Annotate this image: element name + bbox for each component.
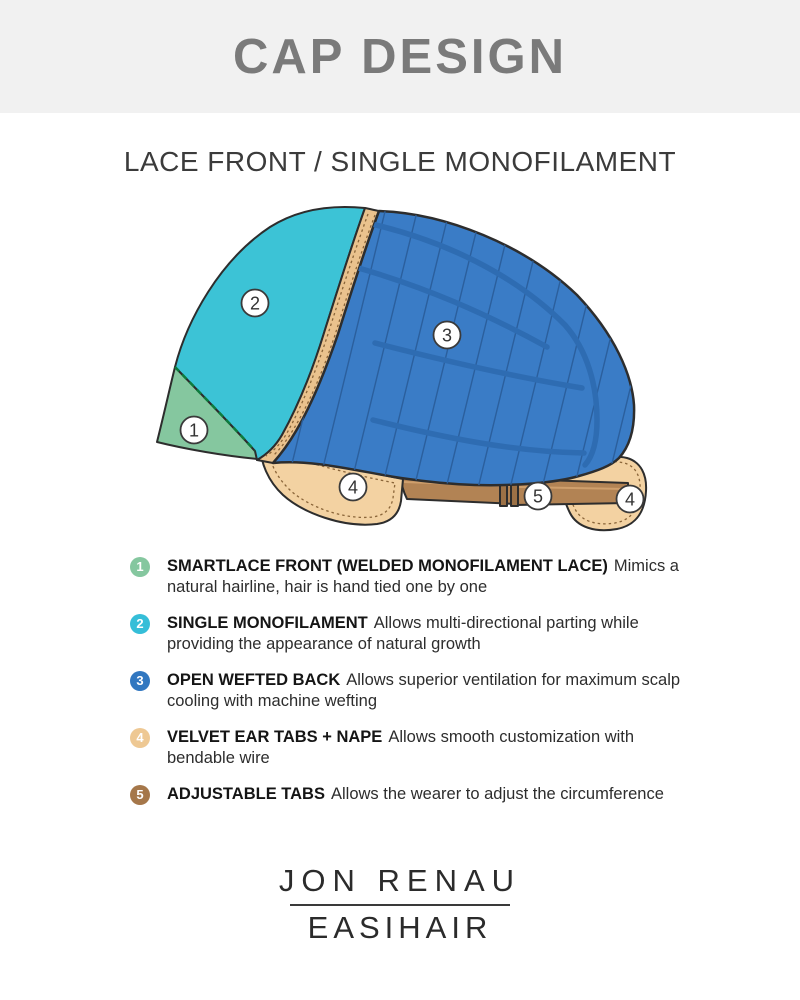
legend-list <box>130 556 690 820</box>
legend-item-description: Mimics a natural hairline, hair is hand tied one by one <box>167 557 679 596</box>
callout-2 <box>242 290 269 317</box>
page-title: CAP DESIGN <box>232 29 568 84</box>
diagram-subtitle: LACE FRONT / SINGLE MONOFILAMENT <box>123 146 677 177</box>
brand-name-top: JON RENAU <box>278 863 522 898</box>
legend-item-title: VELVET EAR TABS + NAPE <box>167 728 383 746</box>
legend-item-title: SMARTLACE FRONT (WELDED MONOFILAMENT LACE) <box>167 557 608 575</box>
legend-item-description: Allows the wearer to adjust the circumference <box>330 785 664 803</box>
legend-number-badge: 4 <box>130 728 150 748</box>
callout-1 <box>181 417 208 444</box>
callout-3 <box>434 322 461 349</box>
callout-4 <box>617 486 644 513</box>
legend-item <box>130 613 690 655</box>
callout-4 <box>340 474 367 501</box>
legend-text <box>167 784 682 805</box>
legend-number-badge: 2 <box>130 614 150 634</box>
svg-text:5: 5 <box>532 486 544 507</box>
legend-text <box>167 727 682 769</box>
cap-design-diagram <box>145 195 665 545</box>
brand-logo <box>0 863 800 946</box>
legend-text <box>167 556 682 598</box>
svg-text:3: 3 <box>441 325 453 346</box>
svg-text:1: 1 <box>188 420 200 441</box>
legend-item <box>130 784 690 805</box>
legend-item-title: OPEN WEFTED BACK <box>167 671 341 689</box>
legend-text <box>167 613 682 655</box>
legend-item <box>130 670 690 712</box>
legend-number-badge: 1 <box>130 557 150 577</box>
legend-number-badge: 3 <box>130 671 150 691</box>
legend-item-title: SINGLE MONOFILAMENT <box>167 614 368 632</box>
svg-text:4: 4 <box>347 477 359 498</box>
callout-5 <box>525 483 552 510</box>
legend-item <box>130 727 690 769</box>
legend-item-description: Allows superior ventilation for maximum scalp cooling with machine wefting <box>167 671 681 710</box>
legend-item-description: Allows multi-directional parting while providing the appearance of natural growth <box>167 614 639 653</box>
legend-item-description: Allows smooth customization with bendable wire <box>167 728 635 767</box>
brand-name-bottom: EASIHAIR <box>307 910 493 945</box>
svg-text:4: 4 <box>624 489 636 510</box>
brand-divider-line <box>290 904 510 906</box>
svg-text:2: 2 <box>249 293 261 314</box>
legend-text <box>167 670 682 712</box>
legend-item-title: ADJUSTABLE TABS <box>167 785 325 803</box>
header-band <box>0 0 800 113</box>
legend-number-badge: 5 <box>130 785 150 805</box>
legend-item <box>130 556 690 598</box>
